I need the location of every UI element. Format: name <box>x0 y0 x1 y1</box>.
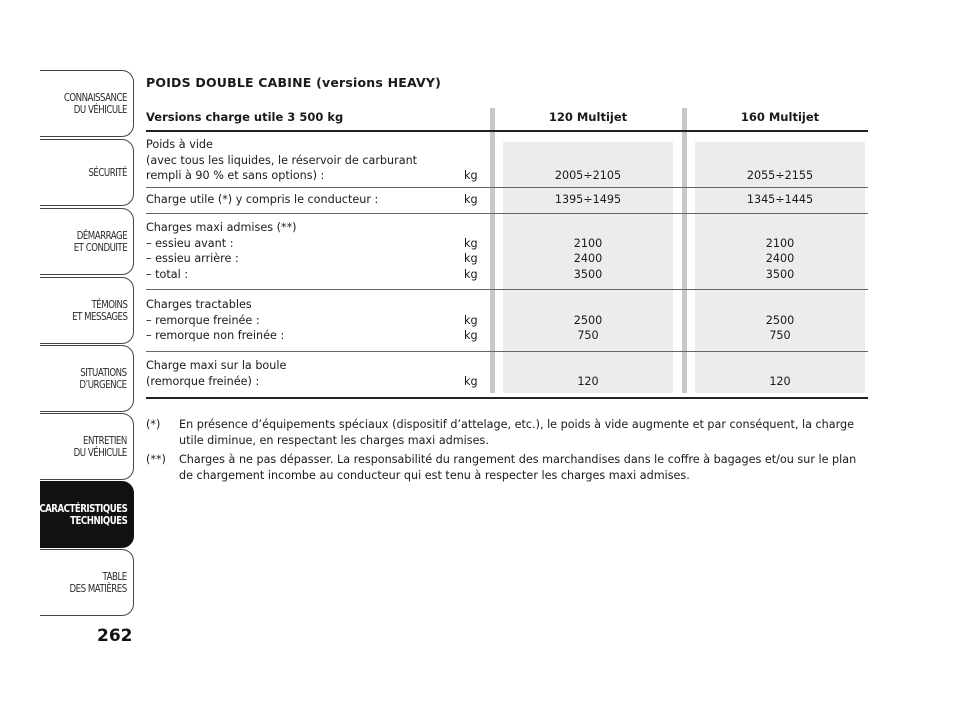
tab-situations-d-urgence[interactable] <box>40 345 134 412</box>
header-rule <box>146 130 868 132</box>
value-160-poids-a-vide: 2055÷2155 <box>746 169 814 182</box>
tab-entretien-du-vehicule[interactable] <box>40 413 134 480</box>
value-160-charge-boule: 120 <box>769 374 791 388</box>
footnote-text: En présence d’équipements spéciaux (dispositif d’attelage, etc.), le poids à vide augmente et par conséquent, la charge utile diminue, en respectant les charges maxi admises. <box>179 418 854 447</box>
row-divider <box>146 213 868 214</box>
header-label: Versions charge utile 3 500 kg <box>146 110 344 124</box>
row-unit: kg <box>464 193 478 206</box>
footnote <box>146 417 868 448</box>
tab-label: CARACTÉRISTIQUES TECHNIQUES <box>39 502 127 527</box>
row-label-charges-tractables: Charges tractables – remorque freinée : – remorque non freinée : <box>146 298 285 342</box>
tab-temoins-et-messages[interactable] <box>40 277 134 344</box>
value-120-charge-boule: 120 <box>577 374 599 388</box>
value-160-charges-maxi: 2100 2400 3500 <box>765 236 795 281</box>
value-160-charge-utile: 1345÷1445 <box>746 193 814 206</box>
row-unit: kg <box>464 169 478 182</box>
footnote-text: Charges à ne pas dépasser. La responsabilité du rangement des marchandises dans le coffre à bagages et/ou sur le plan de chargement incombe au conducteur qui est tenu à respecter les charges maxi admises. <box>179 453 857 482</box>
footnote-mark: (*) <box>146 418 161 431</box>
value-120-poids-a-vide: 2005÷2105 <box>554 169 622 182</box>
value-120-charge-utile: 1395÷1495 <box>554 193 622 206</box>
row-divider <box>146 351 868 352</box>
tab-table-des-matieres[interactable] <box>40 549 134 616</box>
row-label-poids-a-vide: Poids à vide (avec tous les liquides, le réservoir de carburant rempli à 90 % et sans options) : <box>146 138 418 182</box>
row-label-charges-maxi-admises: Charges maxi admises (**) – essieu avant : – essieu arrière : – total : <box>146 221 297 281</box>
value-120-charges-maxi: 2100 2400 3500 <box>573 236 603 281</box>
value-120-charges-tractables: 2500 750 <box>573 313 603 342</box>
row-label-charge-maxi-boule: Charge maxi sur la boule (remorque freinée) : <box>146 359 287 388</box>
weights-table <box>146 108 868 393</box>
row-unit: kg kg kg <box>464 236 478 281</box>
page-number: 262 <box>97 626 133 646</box>
row-divider <box>146 187 868 188</box>
tab-label: TÉMOINS ET MESSAGES <box>71 298 127 323</box>
footnote-mark: (**) <box>146 453 166 466</box>
row-unit: kg <box>464 374 478 388</box>
header-160-multijet: 160 Multijet <box>740 110 820 124</box>
page-title: POIDS DOUBLE CABINE (versions HEAVY) <box>146 75 442 90</box>
tab-label: SITUATIONS D’URGENCE <box>79 366 127 391</box>
footnote <box>146 452 868 483</box>
value-160-charges-tractables: 2500 750 <box>765 313 795 342</box>
row-divider <box>146 289 868 290</box>
row-unit: kg kg <box>464 313 478 342</box>
table-bottom-rule <box>146 397 868 399</box>
footnotes <box>146 417 868 487</box>
tab-caracteristiques-techniques[interactable] <box>40 481 134 548</box>
tab-label: DÉMARRAGE ET CONDUITE <box>73 229 127 254</box>
row-label-charge-utile: Charge utile (*) y compris le conducteur : <box>146 193 379 206</box>
tab-connaissance-du-vehicule[interactable] <box>40 70 134 137</box>
tab-label: SÉCURITÉ <box>88 166 127 179</box>
tab-label: CONNAISSANCE DU VÉHICULE <box>63 91 127 116</box>
header-120-multijet: 120 Multijet <box>548 110 628 124</box>
tab-label: ENTRETIEN DU VÉHICULE <box>73 434 127 459</box>
tab-label: TABLE DES MATIÈRES <box>69 570 127 595</box>
tab-securite[interactable] <box>40 139 134 206</box>
tab-demarrage-et-conduite[interactable] <box>40 208 134 275</box>
